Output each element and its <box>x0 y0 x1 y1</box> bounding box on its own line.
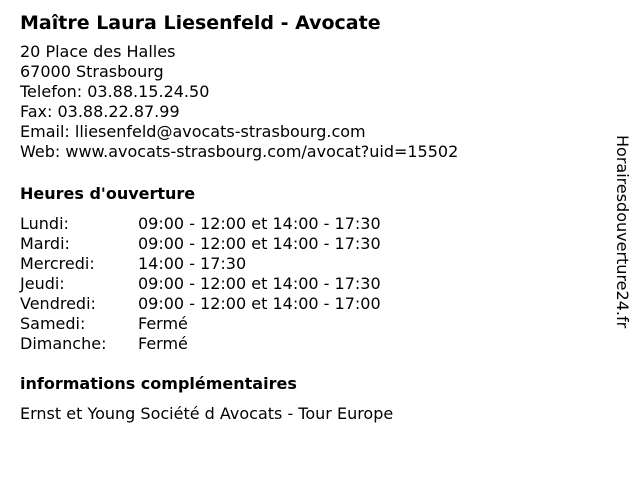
hours-row-friday <box>20 294 610 314</box>
opening-hours-heading: Heures d'ouverture <box>20 184 196 203</box>
time-value: 09:00 - 12:00 et 14:00 - 17:30 <box>138 234 381 253</box>
time-value: Fermé <box>138 334 188 353</box>
opening-hours-table <box>20 214 610 354</box>
additional-info-text: Ernst et Young Société d Avocats - Tour Europe <box>20 404 394 423</box>
day-label: Mardi: <box>20 234 70 253</box>
contact-block <box>20 42 610 162</box>
time-value: 09:00 - 12:00 et 14:00 - 17:30 <box>138 274 381 293</box>
day-label: Vendredi: <box>20 294 96 313</box>
time-value: 14:00 - 17:30 <box>138 254 247 273</box>
day-label: Samedi: <box>20 314 86 333</box>
hours-row-thursday <box>20 274 610 294</box>
hours-row-wednesday <box>20 254 610 274</box>
site-brand-watermark: Horairesdouverture24.fr <box>613 135 632 329</box>
time-value: 09:00 - 12:00 et 14:00 - 17:00 <box>138 294 381 313</box>
email-address: Email: lliesenfeld@avocats-strasbourg.com <box>20 122 366 141</box>
business-card <box>20 10 610 424</box>
time-value: 09:00 - 12:00 et 14:00 - 17:30 <box>138 214 381 233</box>
page-title: Maître Laura Liesenfeld - Avocate <box>20 12 381 34</box>
fax-number: Fax: 03.88.22.87.99 <box>20 102 180 121</box>
additional-info-heading: informations complémentaires <box>20 374 297 393</box>
hours-row-sunday <box>20 334 610 354</box>
day-label: Dimanche: <box>20 334 107 353</box>
phone-number: Telefon: 03.88.15.24.50 <box>20 82 210 101</box>
day-label: Jeudi: <box>20 274 65 293</box>
day-label: Mercredi: <box>20 254 95 273</box>
hours-row-tuesday <box>20 234 610 254</box>
hours-row-saturday <box>20 314 610 334</box>
time-value: Fermé <box>138 314 188 333</box>
website-url: Web: www.avocats-strasbourg.com/avocat?uid=15502 <box>20 142 459 161</box>
address-street: 20 Place des Halles <box>20 42 176 61</box>
address-city: 67000 Strasbourg <box>20 62 164 81</box>
hours-row-monday <box>20 214 610 234</box>
day-label: Lundi: <box>20 214 69 233</box>
